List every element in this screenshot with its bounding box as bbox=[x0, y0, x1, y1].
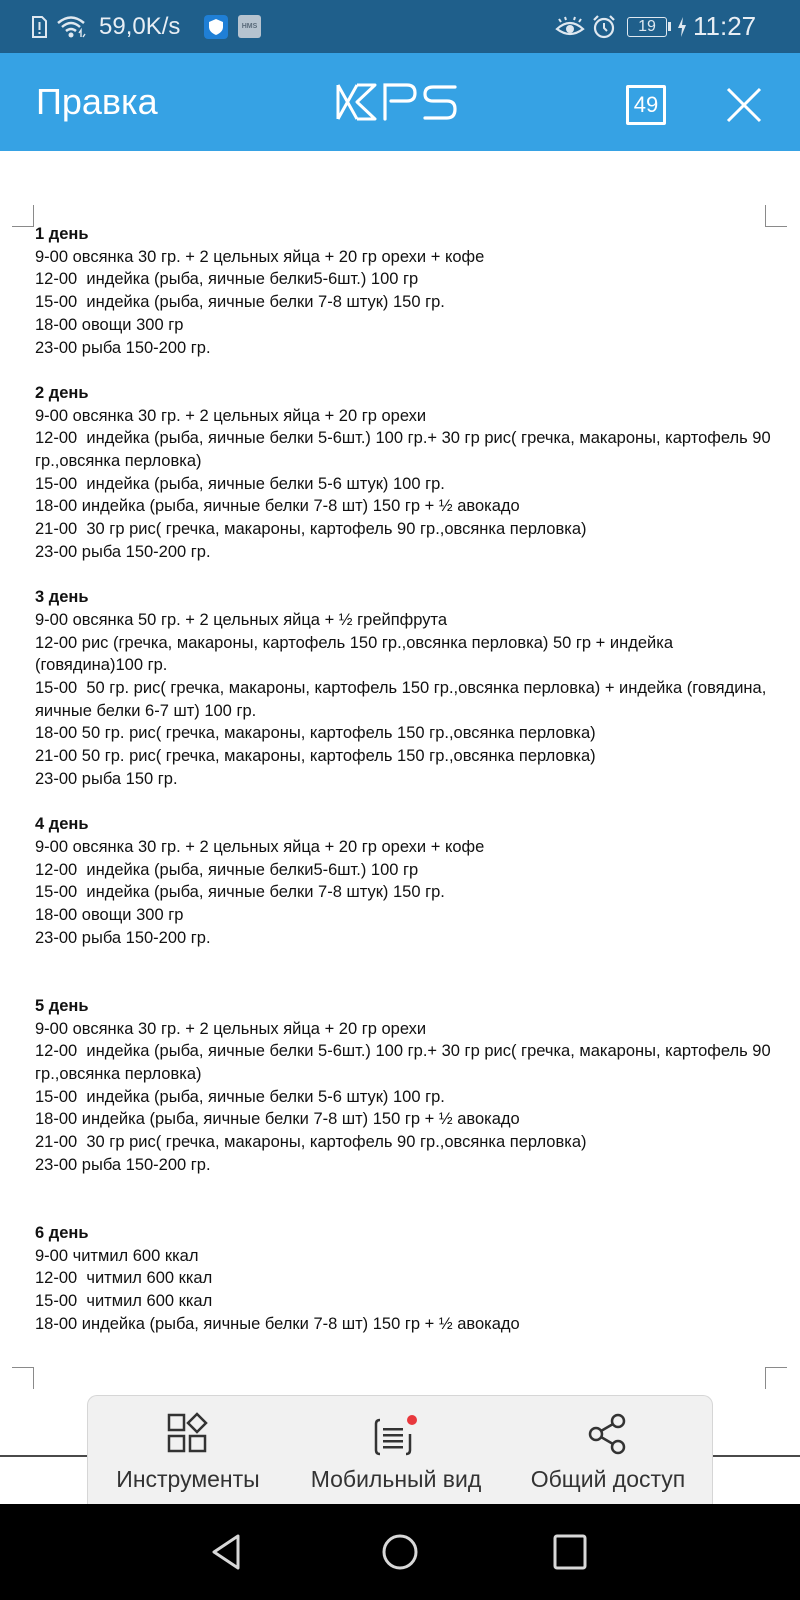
meal-line: 21-00 30 гр рис( гречка, макароны, картофель 90 гр.,овсянка перловка) bbox=[35, 520, 587, 539]
mobile-view-icon bbox=[372, 1412, 420, 1463]
mobile-view-button[interactable] bbox=[300, 1396, 492, 1506]
home-button[interactable] bbox=[378, 1530, 422, 1574]
meal-line: 18-00 овощи 300 гр bbox=[35, 315, 184, 334]
day-title: 4 день bbox=[35, 815, 89, 834]
meal-line: 9-00 овсянка 30 гр. + 2 цельных яйца + 20 гр орехи bbox=[35, 406, 427, 425]
mobile-view-label: Мобильный вид bbox=[310, 1466, 482, 1492]
tools-button[interactable] bbox=[98, 1396, 278, 1506]
meal-line: 21-00 30 гр рис( гречка, макароны, картофель 90 гр.,овсянка перловка) bbox=[35, 1133, 587, 1152]
meal-line: 9-00 овсянка 30 гр. + 2 цельных яйца + 20 гр орехи + кофе bbox=[35, 837, 485, 856]
day-title: 1 день bbox=[35, 225, 89, 243]
day-section bbox=[35, 1222, 775, 1336]
charging-icon bbox=[676, 0, 688, 53]
page-corner-mark bbox=[12, 1367, 34, 1389]
edit-button[interactable]: Правка bbox=[36, 81, 158, 122]
share-label: Общий доступ bbox=[530, 1466, 686, 1492]
day-title: 2 день bbox=[35, 383, 89, 402]
eye-comfort-icon bbox=[555, 0, 585, 53]
meal-line: 23-00 рыба 150 гр. bbox=[35, 769, 178, 788]
wps-logo bbox=[335, 82, 461, 127]
meal-line: 12-00 индейка (рыба, яичные белки 5-6шт.) 100 гр.+ 30 гр рис( гречка, макароны, картофель 90 гр.,овсянка перловка) bbox=[35, 429, 776, 471]
day-section bbox=[35, 382, 775, 564]
meal-line: 9-00 овсянка 50 гр. + 2 цельных яйца + ½ грейпфрута bbox=[35, 610, 448, 629]
share-icon bbox=[586, 1412, 630, 1461]
wps-logo-icon bbox=[335, 82, 461, 122]
hms-icon: HMS bbox=[238, 15, 261, 38]
sim-alert-icon bbox=[30, 0, 48, 53]
meal-line: 9-00 читмил 600 ккал bbox=[35, 1246, 199, 1265]
day-section bbox=[35, 995, 775, 1177]
document-content bbox=[35, 223, 775, 1358]
meal-line: 18-00 индейка (рыба, яичные белки 7-8 шт) 150 гр + ½ авокадо bbox=[35, 497, 520, 516]
day-section bbox=[35, 813, 775, 949]
meal-line: 21-00 50 гр. рис( гречка, макароны, картофель 150 гр.,овсянка перловка) bbox=[35, 747, 596, 766]
meal-line: 15-00 читмил 600 ккал bbox=[35, 1291, 213, 1310]
network-speed: 59,0K/s bbox=[99, 12, 181, 40]
meal-line: 15-00 индейка (рыба, яичные белки 7-8 штук) 150 гр. bbox=[35, 293, 445, 312]
back-button[interactable] bbox=[206, 1530, 250, 1574]
meal-line: 18-00 индейка (рыба, яичные белки 7-8 шт) 150 гр + ½ авокадо bbox=[35, 1314, 520, 1333]
battery-icon bbox=[627, 0, 671, 53]
meal-line: 12-00 рис (гречка, макароны, картофель 150 гр.,овсянка перловка) 50 гр + индейка (говядина)100 гр. bbox=[35, 633, 678, 675]
recents-icon bbox=[548, 1530, 592, 1574]
meal-line: 23-00 рыба 150-200 гр. bbox=[35, 1155, 211, 1174]
meal-line: 12-00 индейка (рыба, яичные белки5-6шт.) 100 гр bbox=[35, 860, 419, 879]
meal-line: 9-00 овсянка 30 гр. + 2 цельных яйца + 20 гр орехи bbox=[35, 1019, 427, 1038]
close-icon bbox=[722, 83, 766, 127]
app-bar bbox=[0, 53, 800, 151]
meal-line: 15-00 индейка (рыба, яичные белки 5-6 штук) 100 гр. bbox=[35, 474, 445, 493]
share-button[interactable] bbox=[513, 1396, 703, 1506]
meal-line: 23-00 рыба 150-200 гр. bbox=[35, 928, 211, 947]
system-nav-bar bbox=[0, 1504, 800, 1600]
meal-line: 15-00 индейка (рыба, яичные белки 5-6 штук) 100 гр. bbox=[35, 1087, 445, 1106]
meal-line: 18-00 индейка (рыба, яичные белки 7-8 шт) 150 гр + ½ авокадо bbox=[35, 1110, 520, 1129]
security-shield-icon bbox=[204, 0, 228, 53]
battery-level: 19 bbox=[627, 17, 667, 37]
page-count-button[interactable]: 49 bbox=[626, 85, 666, 125]
back-icon bbox=[206, 1530, 250, 1574]
meal-line: 12-00 индейка (рыба, яичные белки5-6шт.) 100 гр bbox=[35, 270, 419, 289]
day-title: 3 день bbox=[35, 588, 89, 607]
page-corner-mark bbox=[765, 1367, 787, 1389]
tools-grid-icon bbox=[166, 1412, 210, 1461]
tools-label: Инструменты bbox=[116, 1466, 260, 1492]
meal-line: 15-00 индейка (рыба, яичные белки 7-8 штук) 150 гр. bbox=[35, 883, 445, 902]
meal-line: 18-00 овощи 300 гр bbox=[35, 906, 184, 925]
meal-line: 23-00 рыба 150-200 гр. bbox=[35, 338, 211, 357]
page-corner-mark bbox=[12, 205, 34, 227]
home-icon bbox=[378, 1530, 422, 1574]
alarm-icon bbox=[591, 0, 617, 53]
status-bar bbox=[0, 0, 800, 53]
document-view[interactable] bbox=[0, 151, 800, 1500]
meal-line: 12-00 индейка (рыба, яичные белки 5-6шт.) 100 гр.+ 30 гр рис( гречка, макароны, картофель 90 гр.,овсянка перловка) bbox=[35, 1042, 776, 1083]
day-title: 5 день bbox=[35, 996, 89, 1015]
clock: 11:27 bbox=[693, 11, 757, 41]
day-section bbox=[35, 586, 775, 790]
day-section bbox=[35, 223, 775, 359]
meal-line: 23-00 рыба 150-200 гр. bbox=[35, 542, 211, 561]
wifi-icon bbox=[56, 0, 88, 53]
recents-button[interactable] bbox=[548, 1530, 592, 1574]
meal-line: 12-00 читмил 600 ккал bbox=[35, 1269, 213, 1288]
meal-line: 18-00 50 гр. рис( гречка, макароны, картофель 150 гр.,овсянка перловка) bbox=[35, 724, 596, 743]
meal-line: 15-00 50 гр. рис( гречка, макароны, картофель 150 гр.,овсянка перловка) + индейка (говядина, яичные белки 6-7 шт) 100 гр. bbox=[35, 679, 771, 720]
meal-line: 9-00 овсянка 30 гр. + 2 цельных яйца + 20 гр орехи + кофе bbox=[35, 247, 485, 266]
bottom-toolbar bbox=[87, 1395, 713, 1505]
close-button[interactable] bbox=[722, 83, 766, 127]
day-title: 6 день bbox=[35, 1223, 89, 1242]
